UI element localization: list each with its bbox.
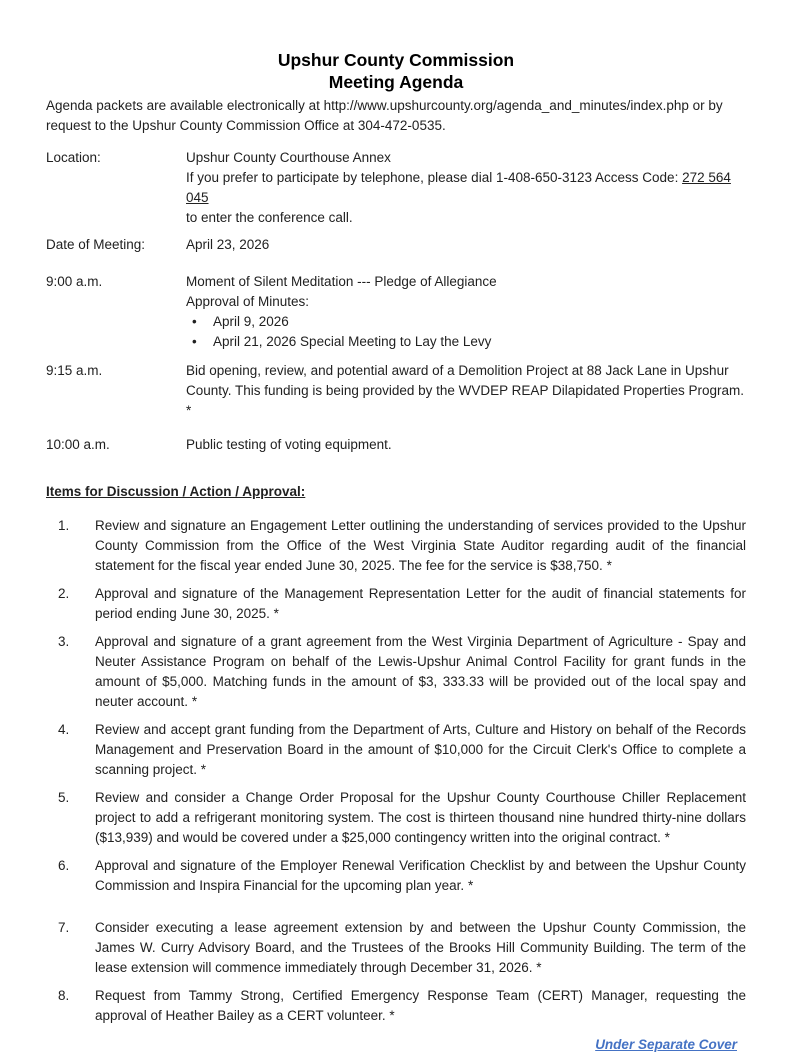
item-number: 4. [58, 722, 70, 737]
agenda-item-3 [46, 632, 746, 712]
location-phone-line [186, 168, 746, 208]
location-venue: Upshur County Courthouse Annex [186, 150, 391, 165]
minutes-date-1: April 9, 2026 [213, 314, 289, 329]
meditation-pledge-line: Moment of Silent Meditation --- Pledge of Allegiance [186, 274, 497, 289]
agenda-900-content [186, 272, 746, 352]
agenda-time-row-1000 [46, 435, 746, 455]
time-label-915: 9:15 a.m. [46, 363, 103, 378]
item-text: Review and accept grant funding from the Department of Arts, Culture and History on behalf of the Records Management and Preservation Board in the amount of $10,000 for the Circuit Clerk's Office to complete a scanning project. * [95, 722, 746, 777]
list-item [186, 312, 746, 332]
voting-equipment-text: Public testing of voting equipment. [186, 437, 392, 452]
agenda-item-5 [46, 788, 746, 848]
location-content [186, 148, 746, 228]
item-number: 2. [58, 586, 70, 601]
time-label-1000: 10:00 a.m. [46, 437, 110, 452]
items-section-heading: Items for Discussion / Action / Approval: [46, 484, 306, 499]
agenda-item-7 [46, 918, 746, 978]
item-number: 6. [58, 858, 70, 873]
meeting-date-label: Date of Meeting: [46, 237, 146, 252]
item-text: Approval and signature of the Employer Renewal Verification Checklist by and between the Upshur County Commission and Inspira Financial for the upcoming plan year. * [95, 858, 746, 893]
conference-call-line: to enter the conference call. [186, 210, 353, 225]
title-line-2: Meeting Agenda [328, 72, 464, 92]
approval-of-minutes-line: Approval of Minutes: [186, 294, 310, 309]
item-text: Approval and signature of a grant agreement from the West Virginia Department of Agriculture - Spay and Neuter Assistance Program on behalf of the Lewis-Upshur Animal Control Facility for grant funds in the amount of $5,000. Matching funds in the amount of $3, 333.33 will be provided out of the local spay and neuter account. * [95, 634, 746, 709]
location-row [46, 148, 746, 228]
item-text: Request from Tammy Strong, Certified Emergency Response Team (CERT) Manager, requesting the approval of Heather Bailey as a CERT volunteer. * [95, 988, 746, 1023]
phone-instructions: If you prefer to participate by telephone, please dial 1-408-650-3123 Access Code: [186, 170, 683, 185]
agenda-item-8 [46, 986, 746, 1026]
item-number: 7. [58, 920, 70, 935]
location-label: Location: [46, 150, 101, 165]
title-line-1: Upshur County Commission [277, 50, 515, 70]
agenda-time-row-915 [46, 361, 746, 421]
item-number: 3. [58, 634, 70, 649]
agenda-item-1 [46, 516, 746, 576]
item-text: Consider executing a lease agreement extension by and between the Upshur County Commission, the James W. Curry Advisory Board, and the Trustees of the Brooks Hill Community Building. The term of the lease extension will commence immediately through December 31, 2026. * [95, 920, 746, 975]
item-number: 5. [58, 790, 70, 805]
item-text: Review and consider a Change Order Proposal for the Upshur County Courthouse Chiller Replacement project to add a refrigerant monitoring system. The cost is thirteen thousand nine hundred thirty-nine dollars ($13,939) and would be covered under a $25,000 contingency written into the original contract. * [95, 790, 746, 845]
bullet-icon: • [192, 314, 197, 329]
bullet-icon: • [192, 334, 197, 349]
bid-opening-text: Bid opening, review, and potential award of a Demolition Project at 88 Jack Lane in Upshur County. This funding is being provided by the WVDEP REAP Dilapidated Properties Program. * [186, 363, 745, 418]
document-title [46, 46, 746, 93]
under-separate-cover-link[interactable]: Under Separate Cover [595, 1037, 737, 1052]
access-code: 272 564 045 [186, 170, 731, 205]
meeting-date-value: April 23, 2026 [186, 237, 270, 252]
time-label-900: 9:00 a.m. [46, 274, 103, 289]
meeting-date-row [46, 235, 746, 255]
agenda-item-2 [46, 584, 746, 624]
item-text: Review and signature an Engagement Letter outlining the understanding of services provided to the Upshur County Commission from the Office of the West Virginia State Auditor regarding audit of the financial statement for the fiscal year ended June 30, 2025. The fee for the service is $38,750. * [95, 518, 746, 573]
item-text: Approval and signature of the Management Representation Letter for the audit of financial statements for period ending June 30, 2025. * [95, 586, 746, 621]
items-list [46, 516, 746, 1026]
list-item [186, 332, 746, 352]
agenda-time-row-900 [46, 272, 746, 352]
footer [46, 1035, 746, 1055]
items-section-heading-row [46, 482, 746, 502]
item-number: 8. [58, 988, 70, 1003]
agenda-item-6 [46, 856, 746, 896]
item-number: 1. [58, 518, 70, 533]
intro-paragraph: Agenda packets are available electronically at http://www.upshurcounty.org/agenda_and_minutes/index.php or by request to the Upshur County Commission Office at 304-472-0535. [46, 98, 723, 133]
agenda-item-4 [46, 720, 746, 780]
minutes-bullet-list [186, 312, 746, 352]
minutes-date-2: April 21, 2026 Special Meeting to Lay the Levy [213, 334, 492, 349]
